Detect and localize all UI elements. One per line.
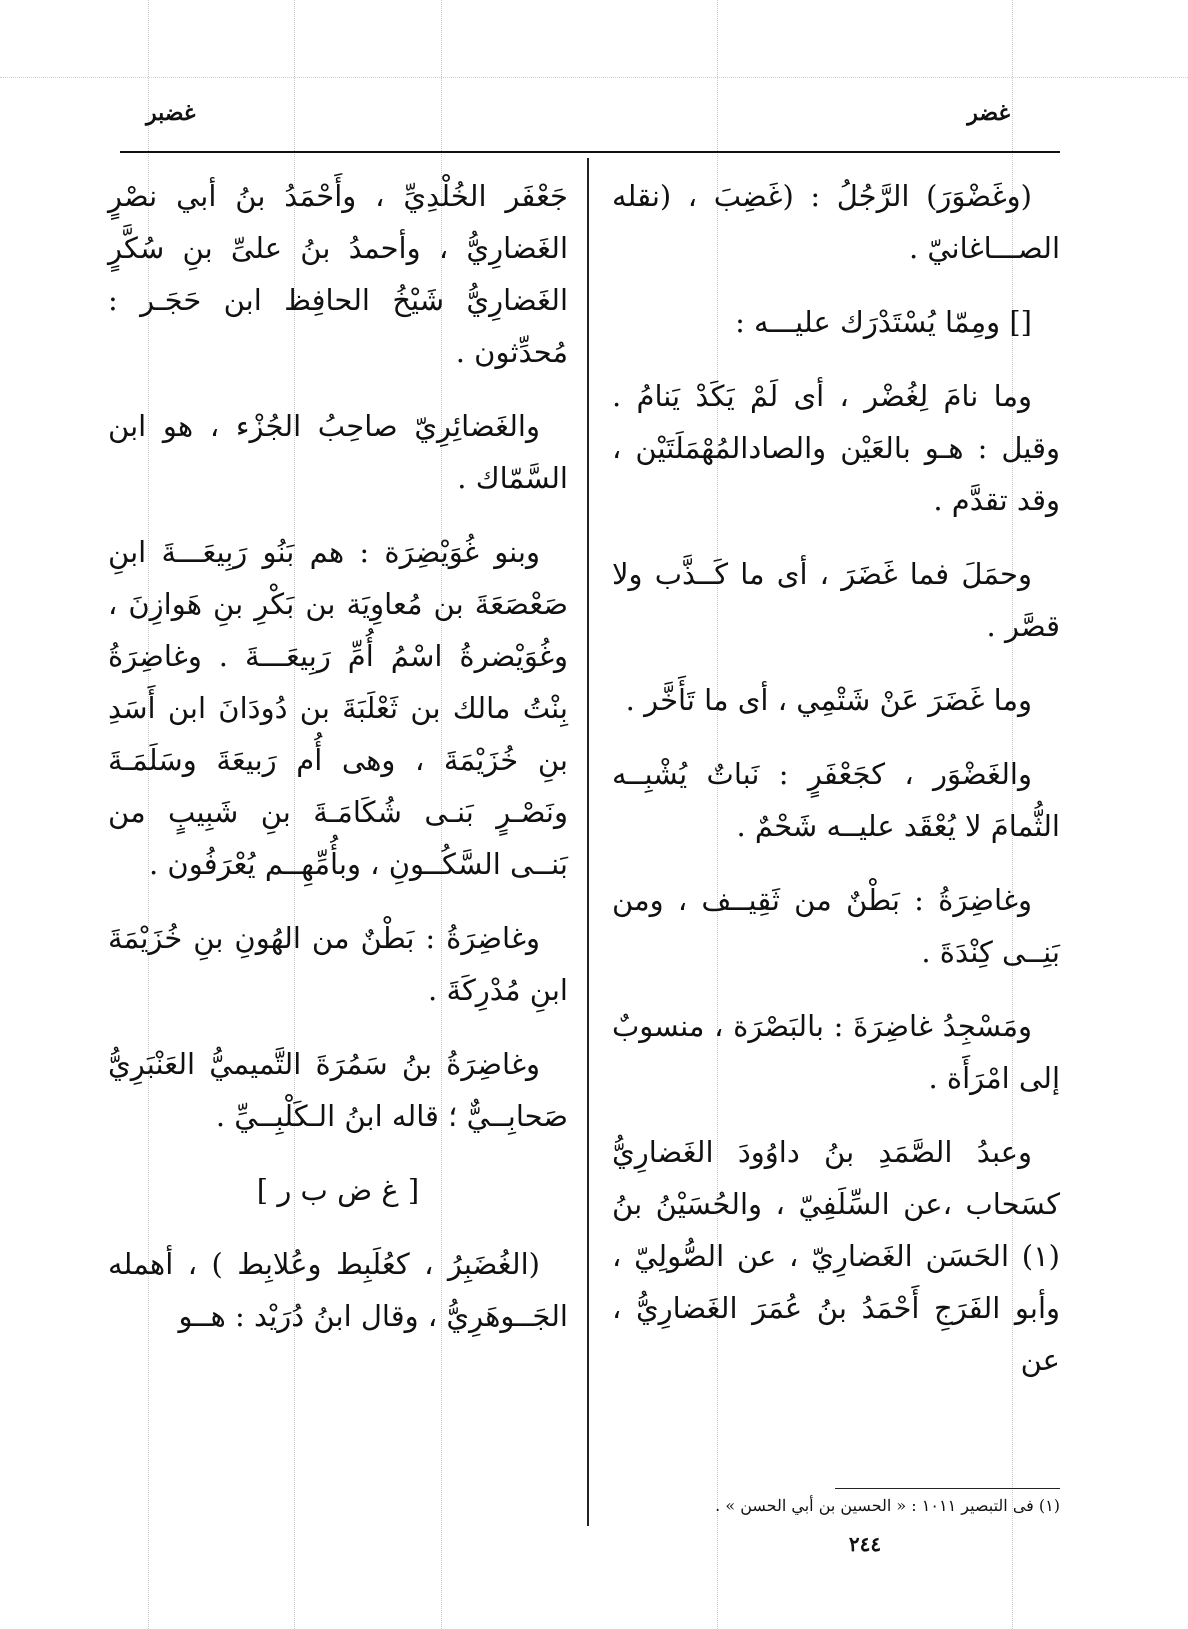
- footnote-rule: [835, 1488, 1060, 1489]
- entry-paragraph: وعبدُ الصَّمَدِ بنُ داوُودَ الغَضارِيُّ كسَحاب ،عن السِّلَفِيّ ، والحُسَيْنُ بنُ (١) الحَسَن الغَضارِيّ ، عن الصُّولِيّ ، وأبو الفَرَجِ أَحْمَدُ بنُ عُمَرَ الغَضارِيُّ ، عن: [612, 1135, 1060, 1377]
- entry-paragraph: وما غَضَرَ عَنْ شَتْمِي ، أى ما تَأَخَّر .: [625, 683, 1032, 717]
- entry-paragraph: وما نامَ لِغُضْر ، أى لَمْ يَكَدْ يَنامُ . وقيل : هـو بالعَيْن والصادالمُهْمَلَتَيْن ، وقد تقدَّم .: [612, 379, 1060, 517]
- right-column: [612, 170, 1060, 1408]
- header-left-word: غضبر: [146, 100, 196, 126]
- header-right-word: غضر: [967, 100, 1010, 126]
- header-rule: [120, 151, 1060, 153]
- entry-paragraph: ومَسْجِدُ غاضِرَةَ : بالبَصْرَة ، منسوبٌ إلى امْرَأَة .: [612, 1009, 1060, 1095]
- left-column: [108, 170, 568, 1364]
- footnote: (١) فى التبصير ١٠١١ : « الحسين بن أبي الحسن » .: [715, 1496, 1060, 1515]
- entry-paragraph: (وغَضْوَرَ) الرَّجُلُ : (غَضِبَ ، (نقله الصـــاغانيّ .: [612, 179, 1060, 265]
- entry-paragraph: والغَضائِرِيّ صاحِبُ الجُزْء ، هو ابن السَّمّاك .: [108, 409, 568, 495]
- entry-paragraph: وغاضِرَةُ : بَطْنٌ من ثَقِيــف ، ومن بَنِــى كِنْدَةَ .: [612, 883, 1060, 969]
- entry-paragraph: [] ومِمّا يُسْتَدْرَك عليـــه :: [735, 305, 1032, 339]
- entry-paragraph: (الغُضَبِرُ ، كعُلَبِط وعُلابِط ) ، أهمله الجَــوهَرِيُّ ، وقال ابنُ دُرَيْد : هــو: [108, 1247, 568, 1333]
- entry-paragraph: وغاضِرَةُ بنُ سَمُرَةَ التَّميميُّ العَنْبَرِيُّ صَحابِــيٌّ ؛ قاله ابنُ الـكَلْبِــيِّ .: [108, 1047, 568, 1133]
- guide-line: [0, 77, 1188, 78]
- section-heading: [ غ ض ب ر ]: [256, 1173, 420, 1207]
- page-number: ٢٤٤: [848, 1532, 882, 1556]
- entry-paragraph: وبنو غُوَيْضِرَة : هم بَنُو رَبِيعَـــةَ ابنِ صَعْصَعَةَ بن مُعاوِيَة بن بَكْرِ بنِ هَوازِنَ ، وغُوَيْضرةُ اسْمُ أُمِّ رَبِيعَـــةَ . وغاضِرَةُ بِنْتُ مالك بن ثَعْلَبَةَ بن دُودَانَ ابن أَسَدِ بنِ خُزَيْمَةَ ، وهى أُم رَبيعَةَ وسَلَمَـةَ ونَصْـرٍ بَنـى شُكَامَـةَ بنِ شَبِيبٍ من بَنــى السَّكُــونِ ، وبأُمِّهِــم يُعْرَفُون .: [108, 535, 568, 881]
- entry-paragraph: جَعْفَر الخُلْدِيِّ ، وأَحْمَدُ بنُ أبي نصْرٍ الغَضارِيُّ ، وأحمدُ بنُ علىِّ بنِ سُكَّرٍ الغَضارِيُّ شَيْخُ الحافِظ ابن حَجَـر : مُحدِّثون .: [108, 179, 568, 369]
- entry-paragraph: والغَضْوَر ، كجَعْفَرٍ : نَباتٌ يُشْبِــه الثُّمامَ لا يُعْقَد عليــه شَحْمٌ .: [612, 757, 1060, 843]
- column-divider: [587, 158, 589, 1526]
- entry-paragraph: وغاضِرَةُ : بَطْنٌ من الهُونِ بنِ خُزَيْمَةَ ابنِ مُدْرِكَةَ .: [108, 921, 568, 1007]
- entry-paragraph: وحمَلَ فما غَضَرَ ، أى ما كَــذَّب ولا قصَّر .: [612, 557, 1060, 643]
